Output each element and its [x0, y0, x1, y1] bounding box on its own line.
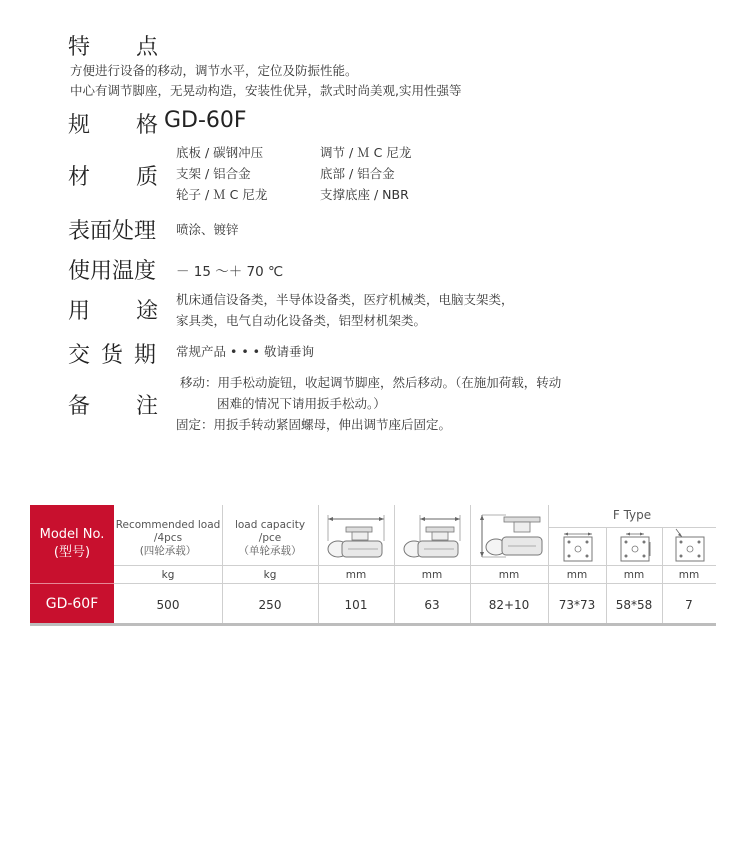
value-cell: 101 [344, 598, 368, 612]
table-bottom-border [30, 623, 716, 626]
model-divider [30, 583, 114, 584]
col-load-capacity-header [222, 519, 318, 558]
model-cell [30, 505, 114, 623]
features-heading-char2: 点 [136, 35, 160, 60]
unit-cell: mm [421, 569, 443, 581]
header-line: (四轮承载） [139, 545, 197, 557]
unit-row-bottom-line [114, 583, 716, 584]
header-line: load capacity [234, 519, 306, 531]
header-line: （单轮承载） [238, 545, 302, 557]
unit-cell: mm [345, 569, 367, 581]
usage-label-2: 途 [136, 299, 160, 324]
features-line-2: 中心有调节脚座，无晃动构造，安装性优异，款式时尚美观,实用性强等 [70, 83, 462, 98]
temperature-value: － 15 ～＋ 70 ℃ [176, 264, 284, 280]
spec-table [30, 505, 716, 627]
header-line: /pce [258, 532, 282, 544]
model-header [30, 505, 114, 583]
material-item: 底部 / 铝合金 [320, 166, 395, 181]
mount-hole-diameter-icon [672, 527, 708, 567]
usage-line-1: 机床通信设备类，半导体设备类，医疗机械类，电脑支架类， [176, 292, 514, 307]
spec-label-2: 格 [136, 113, 160, 138]
material-item: 轮子 / Ｍ C 尼龙 [176, 187, 268, 202]
surface-label: 表面处理 [68, 219, 157, 244]
features-heading-2 [136, 30, 159, 61]
notes-move-line-2: 困难的情况下请用扳手松动。） [217, 396, 386, 411]
model-header-en: Model No. [39, 527, 105, 542]
value-cell: 82+10 [488, 598, 530, 612]
usage-label-1: 用 [68, 299, 92, 324]
value-cell: 73*73 [558, 598, 596, 612]
spec-label-1: 规 [68, 113, 92, 138]
features-heading [68, 30, 91, 61]
mount-plate-hole-spacing-icon [618, 531, 652, 567]
unit-cell: kg [161, 569, 175, 581]
unit-cell: kg [263, 569, 277, 581]
notes-fix-line: 固定：用扳手转动紧固螺母，伸出调节座后固定。 [176, 417, 452, 432]
features-heading-char1: 特 [68, 35, 92, 60]
material-item: 支架 / 铝合金 [176, 166, 251, 181]
unit-cell: mm [623, 569, 645, 581]
mount-plate-outer-icon [561, 531, 595, 567]
usage-line-2: 家具类，电气自动化设备类，铝型材机架类。 [176, 313, 427, 328]
unit-cell: mm [678, 569, 700, 581]
unit-cell: mm [498, 569, 520, 581]
material-item: 调节 / Ｍ C 尼龙 [320, 145, 412, 160]
value-cell: 58*58 [615, 598, 653, 612]
caster-width-diagram-icon [324, 511, 388, 565]
delivery-label: 交 货 期 [68, 343, 158, 368]
caster-height-diagram-icon [476, 511, 546, 565]
material-item: 底板 / 碳钢冲压 [176, 145, 264, 160]
material-label-1: 材 [68, 165, 92, 190]
model-header-cn: (型号) [53, 545, 91, 560]
caster-depth-diagram-icon [400, 511, 464, 565]
header-line: /4pcs [153, 532, 183, 544]
value-cell: 250 [258, 598, 282, 612]
f-type-label: F Type [612, 508, 652, 522]
delivery-value: 常规产品 • • • 敬请垂询 [176, 344, 315, 359]
unit-cell: mm [566, 569, 588, 581]
temperature-label: 使用温度 [68, 259, 157, 284]
material-label-2: 质 [136, 165, 160, 190]
notes-move-line-1: 移动：用手松动旋钮，收起调节脚座，然后移动。（在施加荷载，转动 [180, 375, 562, 390]
notes-label-2: 注 [136, 394, 160, 419]
col-recommended-load-header [114, 519, 222, 558]
value-cell: 500 [156, 598, 180, 612]
notes-label-1: 备 [68, 394, 92, 419]
value-cell: 7 [685, 598, 693, 612]
value-cell: 63 [424, 598, 440, 612]
spec-value: GD-60F [164, 108, 247, 133]
material-item: 支撑底座 / NBR [320, 187, 409, 202]
features-line-1: 方便进行设备的移动，调节水平，定位及防振性能。 [70, 63, 358, 78]
model-value: GD-60F [45, 596, 99, 612]
surface-value: 喷涂、镀锌 [176, 222, 239, 237]
header-line: Recommended load [115, 519, 221, 531]
